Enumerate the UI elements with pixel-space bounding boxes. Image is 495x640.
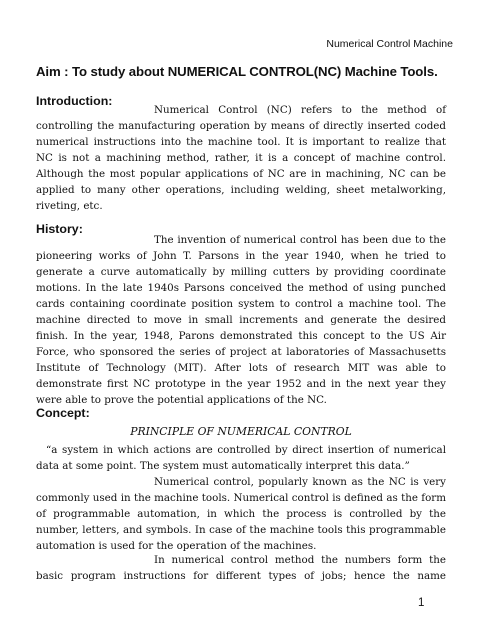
concept-heading: Concept: bbox=[36, 406, 90, 420]
concept-paragraph-1: Numerical control, popularly known as the NC is very commonly used in the machine tools. Numerical control is defined as the form of programmable automation, in which the process is controlled by the number, letters, and symbols. In case of the machine tools this programmable automation is used for the operation of the machines. bbox=[36, 476, 446, 552]
page-number: 1 bbox=[418, 597, 425, 609]
introduction-heading: Introduction: bbox=[36, 94, 113, 108]
running-header: Numerical Control Machine bbox=[326, 38, 453, 50]
introduction-paragraph: Numerical Control (NC) refers to the method of controlling the manufacturing operation by means of directly inserted coded numerical instructions into the machine tool. It is important to realize that NC is not a machining method, rather, it is a concept of machine control. Although the most popular applications of NC are in machining, NC can be applied to many other operations, including welding, sheet metalworking, riveting, etc. bbox=[36, 104, 446, 212]
concept-subtitle: PRINCIPLE OF NUMERICAL CONTROL bbox=[130, 425, 352, 438]
definition-quote: “a system in which actions are controlled by direct insertion of numerical data at some point. The system must automatically interpret this data.” bbox=[36, 444, 446, 472]
history-heading: History: bbox=[36, 222, 83, 236]
history-paragraph: The invention of numerical control has been due to the pioneering works of John T. Parsons in the year 1940, when he tried to generate a curve automatically by milling cutters by providing coordinate motions. In the late 1940s Parsons conceived the method of using punched cards containing coordinate position system to control a machine tool. The machine directed to move in small increments and generate the desired finish. In the year, 1948, Parons demonstrated this concept to the US Air Force, who sponsored the series of project at laboratories of Massachusetts Institute of Technology (MIT). After lots of research MIT was able to demonstrate first NC prototype in the year 1952 and in the next year they were able to prove the potential applications of the NC. bbox=[36, 234, 446, 406]
concept-paragraph-2: In numerical control method the numbers form the basic program instructions for different types of jobs; hence the name bbox=[36, 554, 446, 582]
aim-title: Aim : To study about NUMERICAL CONTROL(NC) Machine Tools. bbox=[36, 64, 438, 79]
